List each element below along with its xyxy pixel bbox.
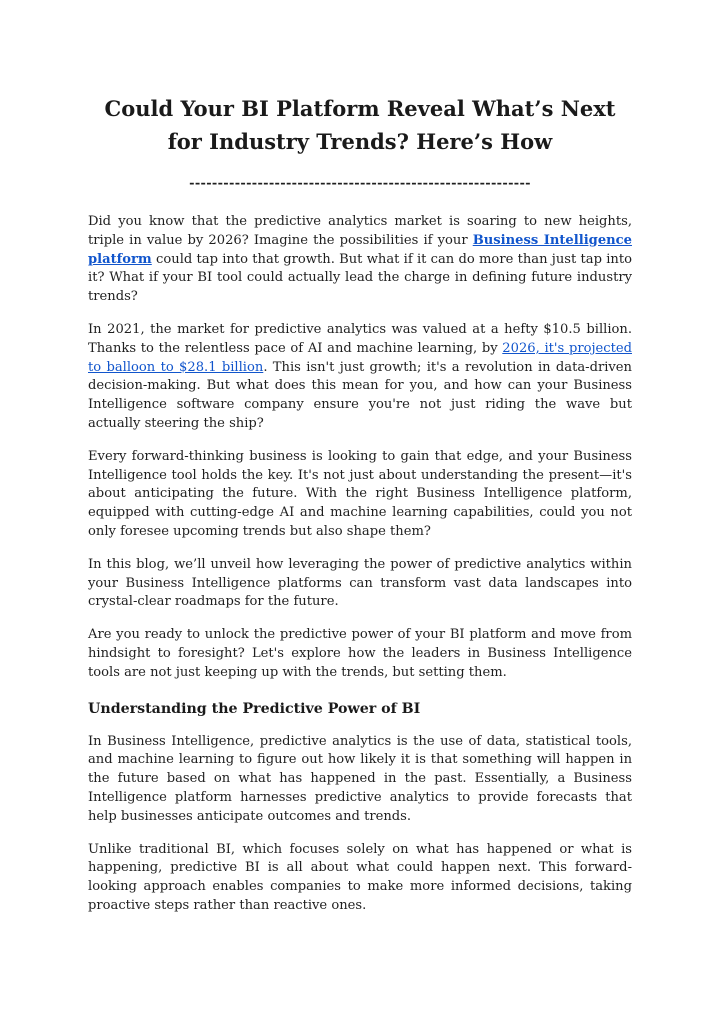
- ready-paragraph: Are you ready to unlock the predictive power of your BI platform and move from hindsight to foresight? Let's explore how the leaders in Business Intelligence tools are not just keeping up with the trends, but setting them.: [88, 627, 632, 680]
- market-text-before: In 2021, the market for predictive analytics was valued at a hefty $10.5 billion. Thanks to the relentless pace of AI and machine learning, by: [88, 321, 632, 356]
- market-paragraph: [88, 321, 632, 434]
- intro-text-after: could tap into that growth. But what if it can do more than just tap into it? What if your BI tool could actually lead the charge in defining future industry trends?: [88, 251, 632, 305]
- title-divider: ------------------------------------------------------------: [189, 176, 531, 191]
- bi-platform-link[interactable]: Business Intelligence platform: [88, 232, 632, 267]
- document-page: [88, 92, 632, 930]
- blog-paragraph: In this blog, we’ll unveil how leveraging the power of predictive analytics within your Business Intelligence platforms can transform vast data landscapes into crystal-clear roadmaps for the future.: [88, 556, 632, 610]
- market-text-after: . This isn't just growth; it's a revolution in data-driven decision-making. But what does this mean for you, and how can your Business Intelligence software company ensure you're not just riding the wave but actually steering the ship?: [88, 359, 632, 431]
- edge-paragraph: Every forward-thinking business is looking to gain that edge, and your Business Intelligence tool holds the key. It's not just about understanding the present—it's about anticipating the future. With the right Business Intelligence platform, equipped with cutting-edge AI and machine learning capabilities, could you not only foresee upcoming trends but also shape them?: [88, 448, 632, 539]
- page-title: Could Your BI Platform Reveal What’s Next for Industry Trends? Here’s How: [104, 96, 616, 154]
- intro-paragraph: [88, 213, 632, 307]
- definition-paragraph: In Business Intelligence, predictive analytics is the use of data, statistical tools, and machine learning to figure out how likely it is that something will happen in the future based on what has happened in the past. Essentially, a Business Intelligence platform harnesses predictive analytics to provide forecasts that help businesses anticipate outcomes and trends.: [88, 733, 632, 824]
- section-heading: Understanding the Predictive Power of BI: [88, 700, 421, 717]
- intro-text-before: Did you know that the predictive analytics market is soaring to new heights, triple in value by 2026? Imagine the possibilities if your: [88, 214, 632, 248]
- market-projection-link[interactable]: 2026, it's projected to balloon to $28.1 billion: [88, 340, 632, 375]
- traditional-bi-paragraph: Unlike traditional BI, which focuses solely on what has happened or what is happening, predictive BI is all about what could happen next. This forward-looking approach enables companies to make more informed decisions, taking proactive steps rather than reactive ones.: [88, 841, 632, 913]
